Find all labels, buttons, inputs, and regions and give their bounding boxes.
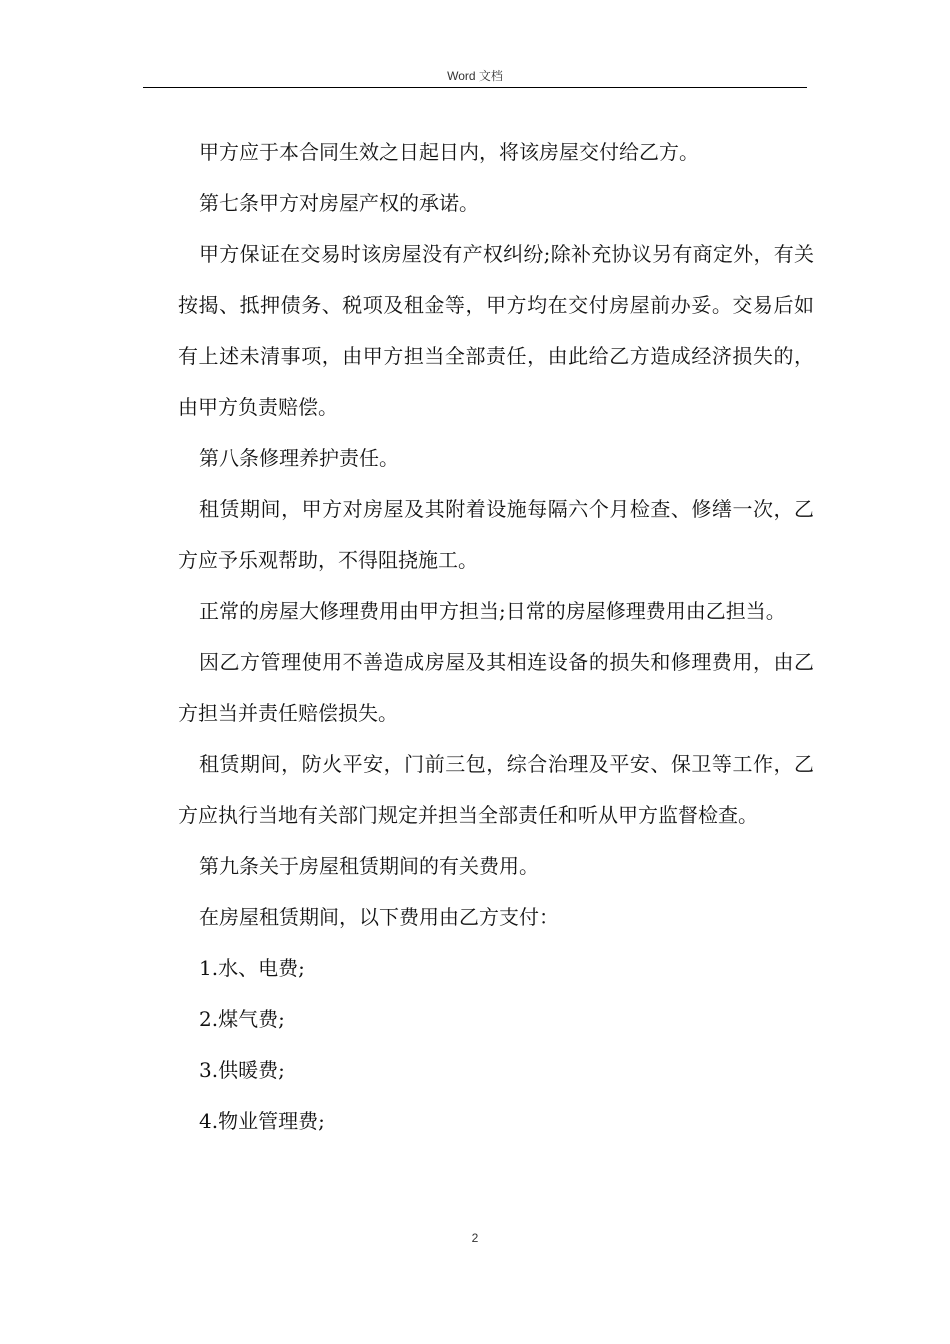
paragraph: 租赁期间，甲方对房屋及其附着设施每隔六个月检查、修缮一次，乙方应予乐观帮助，不得阻挠施工。 bbox=[178, 497, 814, 572]
list-item: 4.物业管理费; bbox=[199, 1109, 325, 1133]
paragraph: 第七条甲方对房屋产权的承诺。 bbox=[199, 191, 479, 215]
document-body bbox=[178, 127, 814, 1147]
paragraph: 在房屋租赁期间，以下费用由乙方支付： bbox=[199, 905, 559, 929]
paragraph: 甲方应于本合同生效之日起日内，将该房屋交付给乙方。 bbox=[199, 140, 699, 164]
paragraph: 正常的房屋大修理费用由甲方担当;日常的房屋修理费用由乙担当。 bbox=[199, 599, 786, 623]
page-number: 2 bbox=[471, 1231, 479, 1245]
list-item: 2.煤气费; bbox=[199, 1007, 285, 1031]
paragraph: 因乙方管理使用不善造成房屋及其相连设备的损失和修理费用，由乙方担当并责任赔偿损失。 bbox=[178, 650, 814, 725]
list-item: 1.水、电费; bbox=[199, 956, 305, 980]
page-header bbox=[0, 68, 950, 84]
header-title: Word 文档 bbox=[447, 69, 503, 83]
paragraph: 第八条修理养护责任。 bbox=[199, 446, 399, 470]
page-footer bbox=[0, 1230, 950, 1246]
list-item: 3.供暖费; bbox=[199, 1058, 285, 1082]
paragraph: 甲方保证在交易时该房屋没有产权纠纷;除补充协议另有商定外，有关按揭、抵押债务、税项及租金等，甲方均在交付房屋前办妥。交易后如有上述未清事项，由甲方担当全部责任，由此给乙方造成经济损失的，由甲方负责赔偿。 bbox=[178, 242, 814, 419]
paragraph: 租赁期间，防火平安，门前三包，综合治理及平安、保卫等工作，乙方应执行当地有关部门规定并担当全部责任和听从甲方监督检查。 bbox=[178, 752, 814, 827]
paragraph: 第九条关于房屋租赁期间的有关费用。 bbox=[199, 854, 539, 878]
header-divider bbox=[143, 87, 807, 88]
